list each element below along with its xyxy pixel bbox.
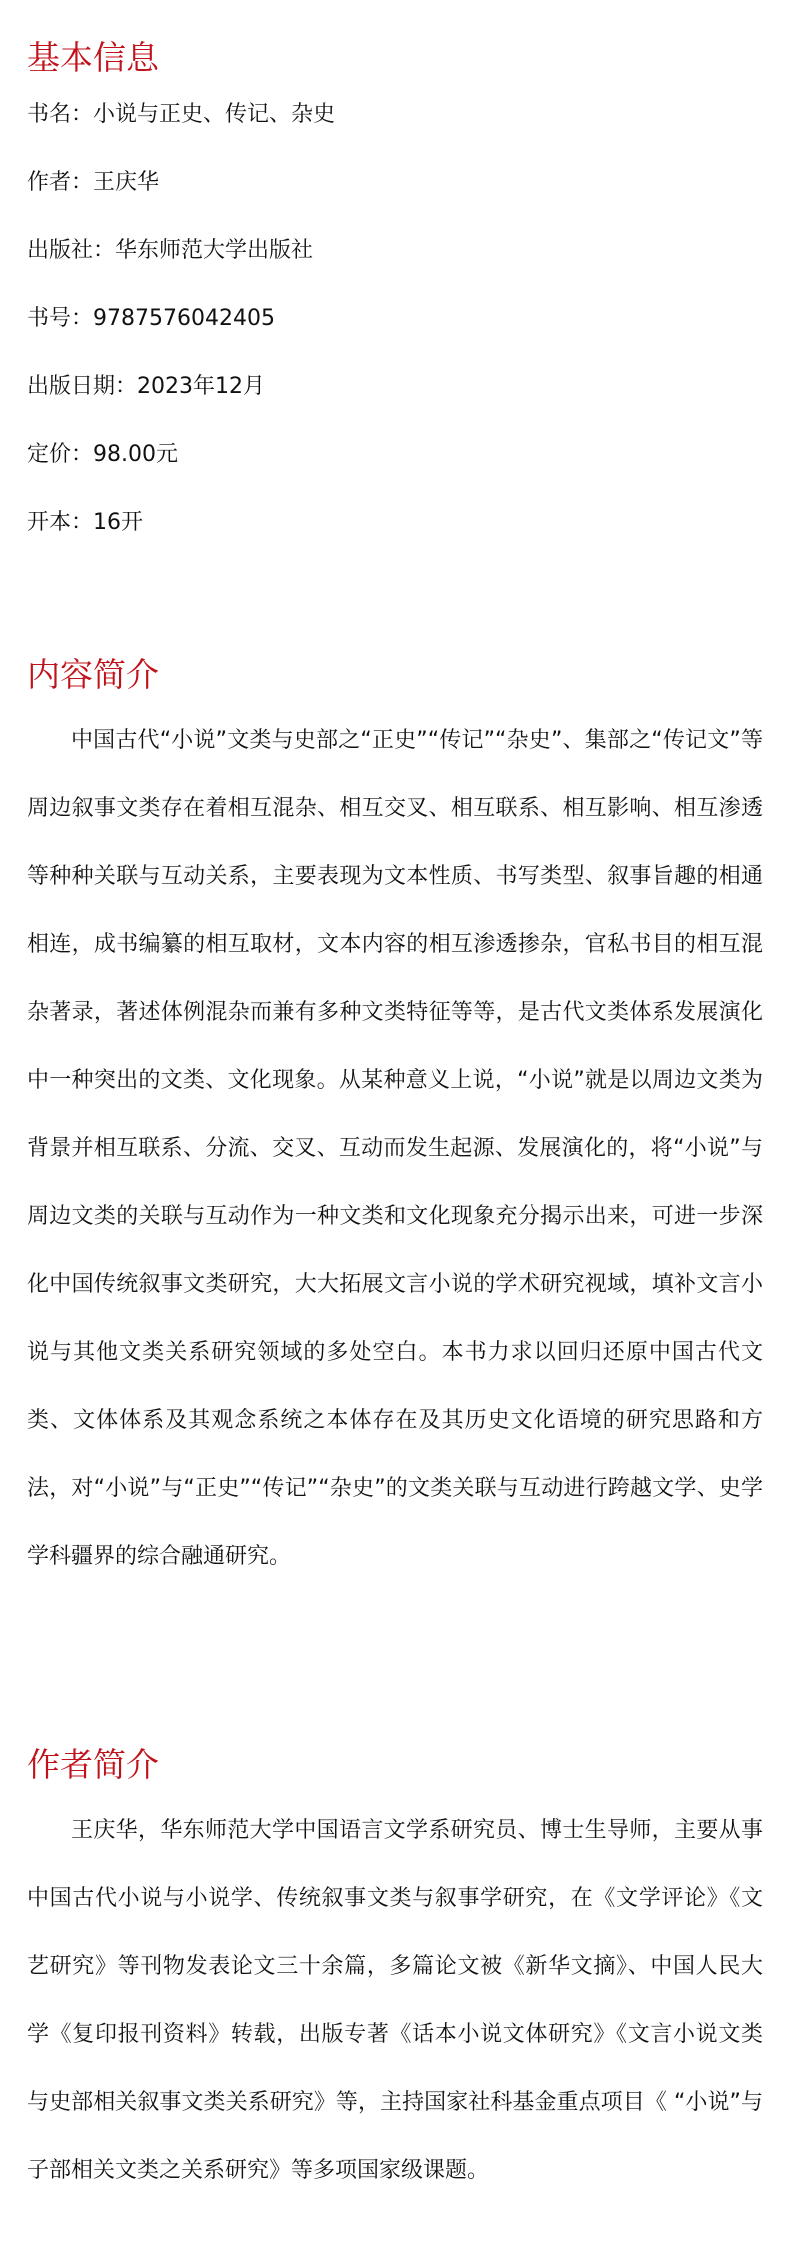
basic-info-list [27,100,763,538]
info-row-publish-date: 出版日期：2023年12月 [27,374,265,399]
author-intro-section [27,1745,763,2205]
info-row-book-name: 书名：小说与正史、传记、杂史 [27,102,336,127]
content-summary-title: 内容简介 [27,655,159,694]
info-row-isbn: 书号：9787576042405 [27,306,275,331]
author-intro-title: 作者简介 [27,1745,159,1784]
info-row-format: 开本：16开 [27,510,143,535]
content-summary-text: 中国古代“小说”文类与史部之“正史”“传记”“杂史”、集部之“传记文”等周边叙事文类存在着相互混杂、相互交叉、相互联系、相互影响、相互渗透等种种关联与互动关系，主要表现为文本性质、书写类型、叙事旨趣的相通相连，成书编纂的相互取材，文本内容的相互渗透掺杂，官私书目的相互混杂著录，著述体例混杂而兼有多种文类特征等等，是古代文类体系发展演化中一种突出的文类、文化现象。从某种意义上说，“小说”就是以周边文类为背景并相互联系、分流、交叉、互动而发生起源、发展演化的，将“小说”与周边文类的关联与互动作为一种文类和文化现象充分揭示出来，可进一步深化中国传统叙事文类研究，大大拓展文言小说的学术研究视域，填补文言小说与其他文类关系研究领域的多处空白。本书力求以回归还原中国古代文类、文体体系及其观念系统之本体存在及其历史文化语境的研究思路和方法，对“小说”与“正史”“传记”“杂史”的文类关联与互动进行跨越文学、史学学科疆界的综合融通研究。 [27,728,763,1569]
info-row-publisher: 出版社：华东师范大学出版社 [27,238,314,263]
author-intro-text: 王庆华，华东师范大学中国语言文学系研究员、博士生导师，主要从事中国古代小说与小说学、传统叙事文类与叙事学研究，在《文学评论》《文艺研究》等刊物发表论文三十余篇，多篇论文被《新华文摘》、中国人民大学《复印报刊资料》转载，出版专著《话本小说文体研究》《文言小说文类与史部相关叙事文类关系研究》等，主持国家社科基金重点项目《 “小说”与子部相关文类之关系研究》等多项国家级课题。 [27,1818,763,2183]
info-row-price: 定价：98.00元 [27,442,178,467]
basic-info-section [27,38,763,538]
info-row-author: 作者：王庆华 [27,170,160,195]
content-summary-section [27,655,763,1591]
basic-info-title: 基本信息 [27,38,159,77]
